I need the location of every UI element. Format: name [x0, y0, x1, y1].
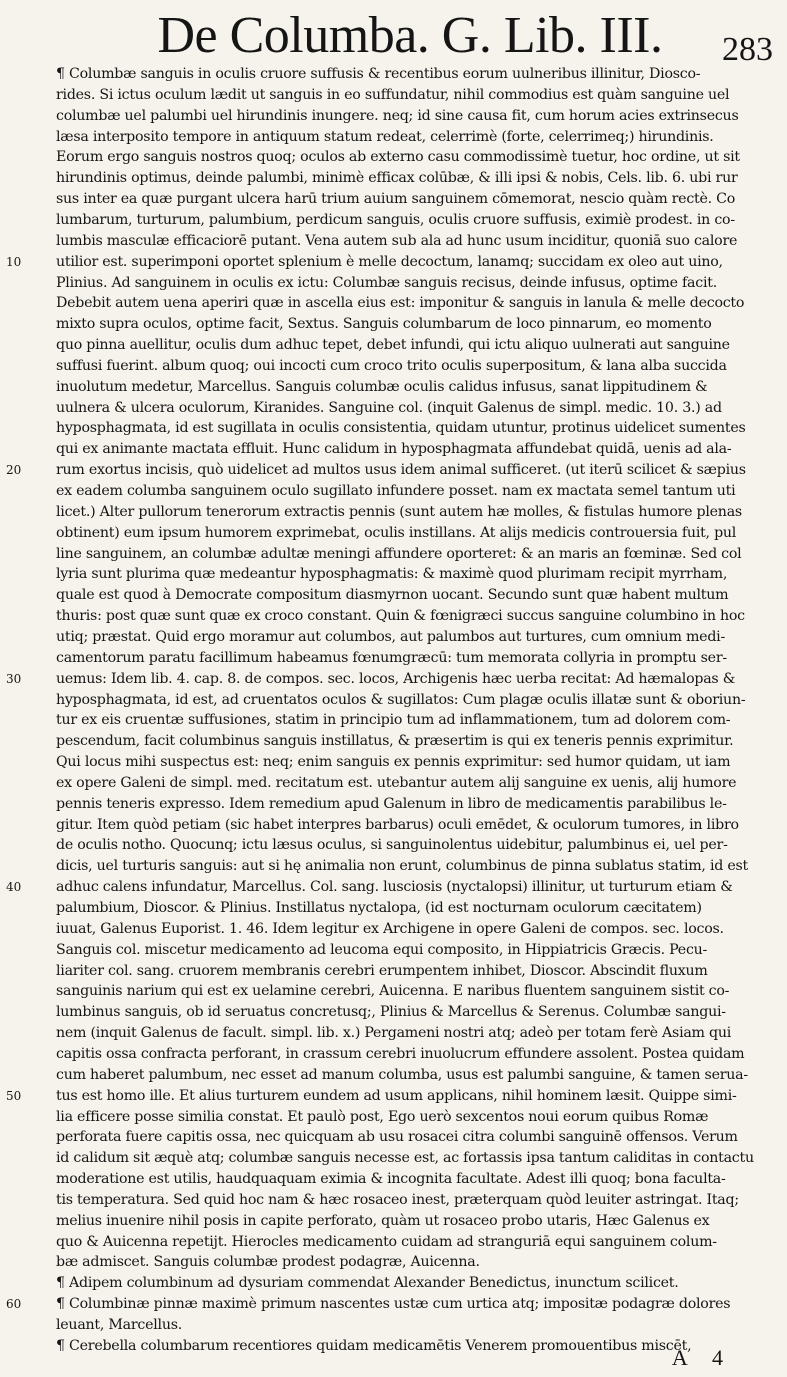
text-line: sanguinis narium qui est ex uelamine cerebri, Auicenna. E naribus fluentem sanguinem sistit co-	[56, 983, 730, 1000]
text-line: uulnera & ulcera oculorum, Kiranides. Sanguine col. (inquit Galenus de simpl. medic. 10. 3.) ad	[56, 399, 722, 416]
text-line: ex opere Galeni de simpl. med. recitatum est. utebantur autem alij sanguine ex uenis, alij humore	[56, 774, 737, 791]
text-line: columbæ uel palumbi uel hirundinis inungere. neq; id sine causa fit, cum horum acies extrinsecus	[56, 107, 739, 124]
text-line: ¶ Adipem columbinum ad dysuriam commendat Alexander Benedictus, inunctum scilicet.	[56, 1275, 679, 1292]
running-title: De Columba. G. Lib. III.	[157, 7, 663, 64]
text-line: utiq; præstat. Quid ergo moramur aut columbos, aut palumbos aut turtures, cum omnium medi-	[56, 628, 725, 645]
line-number: 30	[6, 671, 22, 686]
text-line: tus est homo ille. Et alius turturem eundem ad usum applicans, nihil hominem læsit. Quippe simi-	[56, 1087, 737, 1104]
text-line: hyposphagmata, id est sugillata in oculis consistentia, quidam utuntur, protinus uidelicet sumentes	[56, 420, 746, 437]
text-line: ¶ Columbæ sanguis in oculis cruore suffusis & recentibus eorum uulneribus illinitur, Diosco-	[56, 66, 701, 82]
text-line: dicis, uel turturis sanguis: aut si hę animalia non erunt, columbinus de pinna sublatus statim, id est	[56, 858, 748, 875]
text-line: rides. Si ictus oculum lædit ut sanguis in eo suffundatur, nihil commodius est quàm sanguine uel	[56, 86, 730, 103]
text-line: hyposphagmata, id est, ad cruentatos oculos & sugillatos: Cum plagæ oculis illatæ sunt & oboriun-	[56, 691, 746, 708]
text-line: suffusi fuerint. album quoq; oui incocti cum croco trito oculis superpositum, & lana alba succida	[56, 357, 727, 374]
text-line: capitis ossa confracta perforant, in crassum cerebri inuolucrum effundere assolent. Postea quidam	[56, 1045, 745, 1062]
text-line: lumbis masculæ efficaciorē putant. Vena autem sub ala ad hunc usum inciditur, quoniā suo calore	[56, 232, 738, 249]
text-line: de oculis notho. Quocunq; ictu læsus oculus, si sanguinolentus uidebitur, palumbinus ei, uel per-	[56, 837, 728, 854]
text-line: Qui locus mihi suspectus est: neq; enim sanguis ex pennis exprimitur: sed humor quidam, ut iam	[56, 754, 731, 771]
text-line: pennis teneris expresso. Idem remedium apud Galenum in libro de medicamentis parabilibus le-	[56, 795, 727, 812]
text-line: inuolutum medetur, Marcellus. Sanguis columbæ oculis calidus infusus, sanat lippitudinem &	[56, 378, 708, 395]
signature-mark: A 4	[671, 1345, 733, 1370]
text-line: leuant, Marcellus.	[56, 1317, 183, 1333]
text-line: Sanguis col. miscetur medicamento ad leucoma equi composito, in Hippiatricis Græcis. Pecu-	[56, 941, 708, 958]
text-line: obtinent) eum ipsum humorem exprimebat, oculis instillans. At alijs medicis controuersia fuit, pul	[56, 524, 737, 541]
text-line: gitur. Item quòd petiam (sic habet interpres barbarus) oculi emēdet, & oculorum tumores, in libro	[56, 816, 739, 833]
line-number: 20	[6, 463, 22, 478]
line-number: 50	[6, 1088, 22, 1103]
page-number: 283	[722, 31, 773, 68]
text-line: uemus: Idem lib. 4. cap. 8. de compos. sec. locos, Archigenis hæc uerba recitat: Ad hæmalopas &	[56, 670, 736, 687]
text-line: perforata fuere capitis ossa, nec quicquam ab usu rosacei citra columbi sanguinē offensos. Verum	[56, 1129, 738, 1146]
text-line: sus inter ea quæ purgant ulcera harū trium auium sanguinem cōmemorat, nescio quàm rectè. Co	[56, 191, 736, 208]
text-line: tur ex eis cruentæ suffusiones, statim in principio tum ad inflammationem, tum ad dolorem com-	[56, 712, 731, 729]
text-line: nem (inquit Galenus de facult. simpl. lib. x.) Pergameni nostri atq; adeò per totam ferè Asiam qui	[56, 1025, 732, 1042]
text-line: Eorum ergo sanguis nostros quoq; oculos ab externo casu commodissimè tuetur, hoc ordine, ut sit	[56, 149, 740, 166]
text-line: lyria sunt plurima quæ medeantur hyposphagmatis: & maximè quod plurimam recipit myrrham,	[56, 566, 728, 583]
text-line: lumbinus sanguis, ob id seruatus concretusq;, Plinius & Marcellus & Serenus. Columbæ sangui-	[56, 1004, 726, 1021]
text-line: ¶ Cerebella columbarum recentiores quidam medicamētis Venerem promouentibus miscēt,	[56, 1337, 692, 1354]
text-line: utilior est. superimponi oportet splenium è melle decoctum, lanamq; succidam ex oleo aut uino,	[56, 253, 723, 270]
text-line: ex eadem columba sanguinem oculo sugillato infundere posset. nam ex mactata semel tantum uti	[56, 483, 736, 499]
text-line: læsa interposito tempore in antiquum statum redeat, celerrimè (forte, celerrimeq;) hirundinis.	[56, 128, 714, 145]
text-line: cum haberet palumbum, nec esset ad manum columba, usus est palumbi sanguine, & tamen serua-	[56, 1066, 748, 1083]
text-line: camentorum paratu facillimum habeamus fœnumgræcū: tum memorata collyria in promptu ser-	[56, 649, 727, 666]
text-line: Plinius. Ad sanguinem in oculis ex ictu: Columbæ sanguis recisus, deinde infusus, optime facit.	[56, 274, 717, 291]
text-line: iuuat, Galenus Euporist. 1. 46. Idem legitur ex Archigene in opere Galeni de compos. sec. locos.	[56, 920, 724, 937]
line-number: 60	[6, 1297, 22, 1312]
text-line: lumbarum, turturum, palumbium, perdicum sanguis, oculis cruore suffusis, eximiè prodest. in co-	[56, 211, 735, 228]
text-line: Debebit autem uena aperiri quæ in ascella eius est: imponitur & sanguis in lanula & melle decocto	[56, 295, 745, 312]
text-line: pescendum, facit columbinus sanguis instillatus, & præsertim is qui ex teneris pennis exprimitur.	[56, 733, 734, 750]
text-line: quo pinna auellitur, oculis dum adhuc tepet, debet infundi, qui ictu aliquo uulnerati aut sanguine	[56, 337, 730, 354]
text-line: melius inuenire nihil posis in capite perforato, quàm ut rosaceo probo utaris, Hæc Galenus ex	[56, 1212, 710, 1229]
text-line: quo & Auicenna repetijt. Hierocles medicamento cuidam ad stranguriā equi sanguinem colum-	[56, 1233, 717, 1250]
line-number: 10	[6, 254, 22, 269]
text-line: qui ex animante mactata effluit. Hunc calidum in hyposphagmata affundebat quidā, uenis ad ala-	[56, 441, 732, 458]
text-line: lia efficere posse similia constat. Et paulò post, Ego uerò sexcentos noui eorum quibus Romæ	[56, 1108, 709, 1125]
text-line: rum exortus incisis, quò uidelicet ad multos usus idem animal sufficeret. (ut iterū scilicet & sæpius	[56, 462, 746, 479]
text-line: liariter col. sang. cruorem membranis cerebri erumpentem inhibet, Dioscor. Abscindit fluxum	[56, 962, 708, 979]
text-line: tis temperatura. Sed quid hoc nam & hæc rosaceo inest, præterquam quòd leuiter astringat. Itaq;	[56, 1191, 739, 1208]
text-line: line sanguinem, an columbæ adultæ meningi affundere oporteret: & an maris an fœminæ. Sed col	[56, 545, 742, 562]
line-number: 40	[6, 880, 22, 895]
text-line: bæ admiscet. Sanguis columbæ prodest podagræ, Auicenna.	[56, 1254, 480, 1271]
text-line: hirundinis optimus, deinde palumbi, minimè efficax colūbæ, & illi ipsi & nobis, Cels. lib. 6. ubi rur	[56, 170, 738, 187]
text-line: thuris: post quæ sunt quæ ex croco constant. Quin & fœnigræci succus sanguine columbino in hoc	[56, 608, 745, 625]
text-line: adhuc calens infundatur, Marcellus. Col. sang. lusciosis (nyctalopsi) illinitur, ut turturum etiam &	[56, 879, 733, 896]
text-line: id calidum sit æquè atq; columbæ sanguis necesse est, ac fortassis ipsa tantum caliditas in contactu	[56, 1150, 754, 1167]
text-line: moderatione est utilis, haudquaquam eximia & incognita facultate. Adest illi quoq; bona faculta-	[56, 1171, 726, 1188]
text-line: palumbium, Dioscor. & Plinius. Instillatus nyctalopa, (id est nocturnam oculorum cæcitatem)	[56, 900, 702, 916]
text-line: ¶ Columbinæ pinnæ maximè primum nascentes ustæ cum urtica atq; impositæ podagræ dolores	[56, 1296, 731, 1313]
text-line: licet.) Alter pullorum tenerorum extractis pennis (sunt autem hæ molles, & fistulas humore plenas	[56, 503, 742, 520]
text-line: quale est quod à Democrate compositum diasmyrnon uocant. Secundo sunt quæ habent multum	[56, 587, 729, 604]
text-line: mixto supra oculos, optime facit, Sextus. Sanguis columbarum de loco pinnarum, eo momento	[56, 316, 712, 333]
page-header	[0, 0, 787, 72]
